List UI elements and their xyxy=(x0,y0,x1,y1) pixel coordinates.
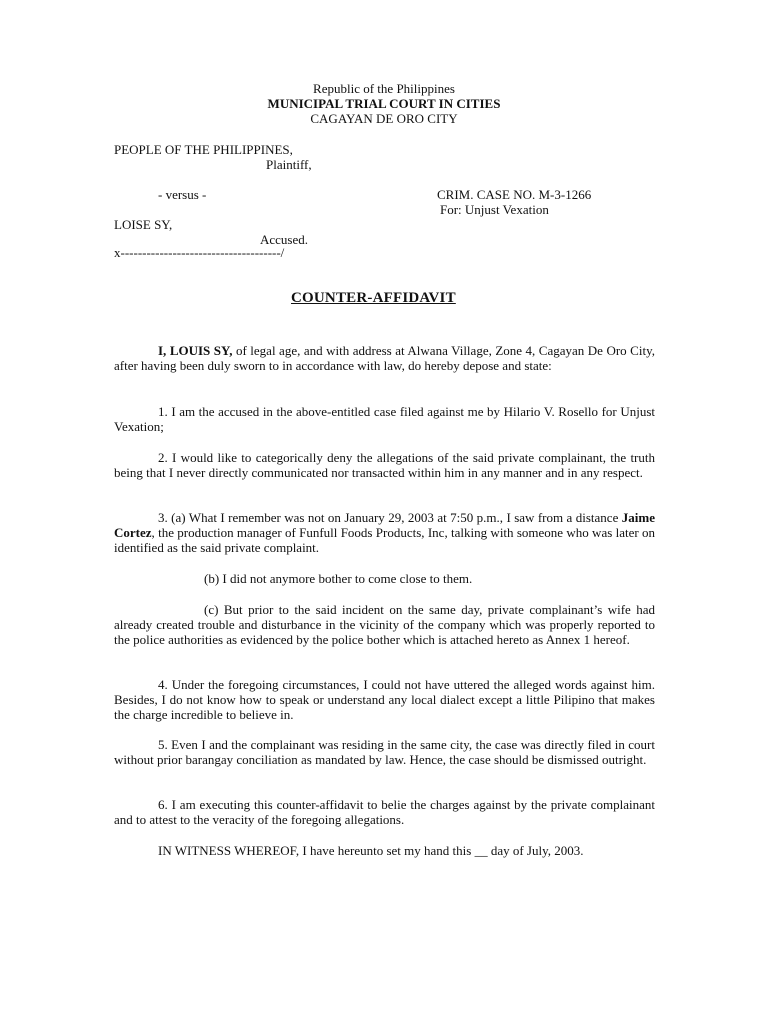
paragraph-3a xyxy=(114,510,655,555)
intro-text: of legal age, and with address at Alwana Village, Zone 4, Cagayan De Oro City, after having been duly sworn to in accordance with law, do hereby depose and state: xyxy=(114,343,655,373)
paragraph-5: 5. Even I and the complainant was residing in the same city, the case was directly filed in court without prior barangay conciliation as mandated by law. Hence, the case should be dismissed outright. xyxy=(114,737,655,767)
caption-offense: For: Unjust Vexation xyxy=(440,202,549,217)
caption-separator: x-------------------------------------/ xyxy=(114,245,285,260)
caption-accused-name: LOISE SY, xyxy=(114,217,173,232)
paragraph-3c: (c) But prior to the said incident on the same day, private complainant’s wife had already created trouble and disturbance in the vicinity of the company which was properly reported to the police authorities as evidenced by the police bother which is attached hereto as Annex 1 hereof. xyxy=(114,602,655,647)
caption-versus: - versus - xyxy=(158,187,207,202)
paragraph-4: 4. Under the foregoing circumstances, I could not have uttered the alleged words against him. Besides, I do not know how to speak or understand any local dialect except a little Pilipino that makes the charge incredible to believe in. xyxy=(114,677,655,722)
caption-accused-label: Accused. xyxy=(260,232,309,247)
document-title: COUNTER-AFFIDAVIT xyxy=(291,290,456,306)
intro-paragraph xyxy=(114,343,655,373)
paragraph-3a-text-1: 3. (a) What I remember was not on January 29, 2003 at 7:50 p.m., I saw from a distance xyxy=(158,510,622,525)
paragraph-1: 1. I am the accused in the above-entitled case filed against me by Hilario V. Rosello for Unjust Vexation; xyxy=(114,404,655,434)
affiant-name: I, LOUIS SY, xyxy=(158,343,233,358)
caption-people: PEOPLE OF THE PHILIPPINES, xyxy=(114,142,293,157)
paragraph-6: 6. I am executing this counter-affidavit to belie the charges against by the private complainant and to attest to the veracity of the foregoing allegations. xyxy=(114,797,655,827)
paragraph-2: 2. I would like to categorically deny the allegations of the said private complainant, the truth being that I never directly communicated nor transacted within him in any manner and in any respect. xyxy=(114,450,655,480)
paragraph-3a-text-2: , the production manager of Funfull Foods Products, Inc, talking with someone who was later on identified as the said private complaint. xyxy=(114,525,655,555)
caption-plaintiff: Plaintiff, xyxy=(266,157,312,172)
header-court: MUNICIPAL TRIAL COURT IN CITIES xyxy=(267,96,501,111)
header-city: CAGAYAN DE ORO CITY xyxy=(310,111,458,126)
header-republic: Republic of the Philippines xyxy=(313,81,455,96)
caption-case-number: CRIM. CASE NO. M-3-1266 xyxy=(437,187,592,202)
paragraph-3a-name: Jaime Cortez xyxy=(114,510,655,540)
witness-paragraph: IN WITNESS WHEREOF, I have hereunto set my hand this __ day of July, 2003. xyxy=(158,843,584,858)
paragraph-3b: (b) I did not anymore bother to come close to them. xyxy=(204,571,473,586)
